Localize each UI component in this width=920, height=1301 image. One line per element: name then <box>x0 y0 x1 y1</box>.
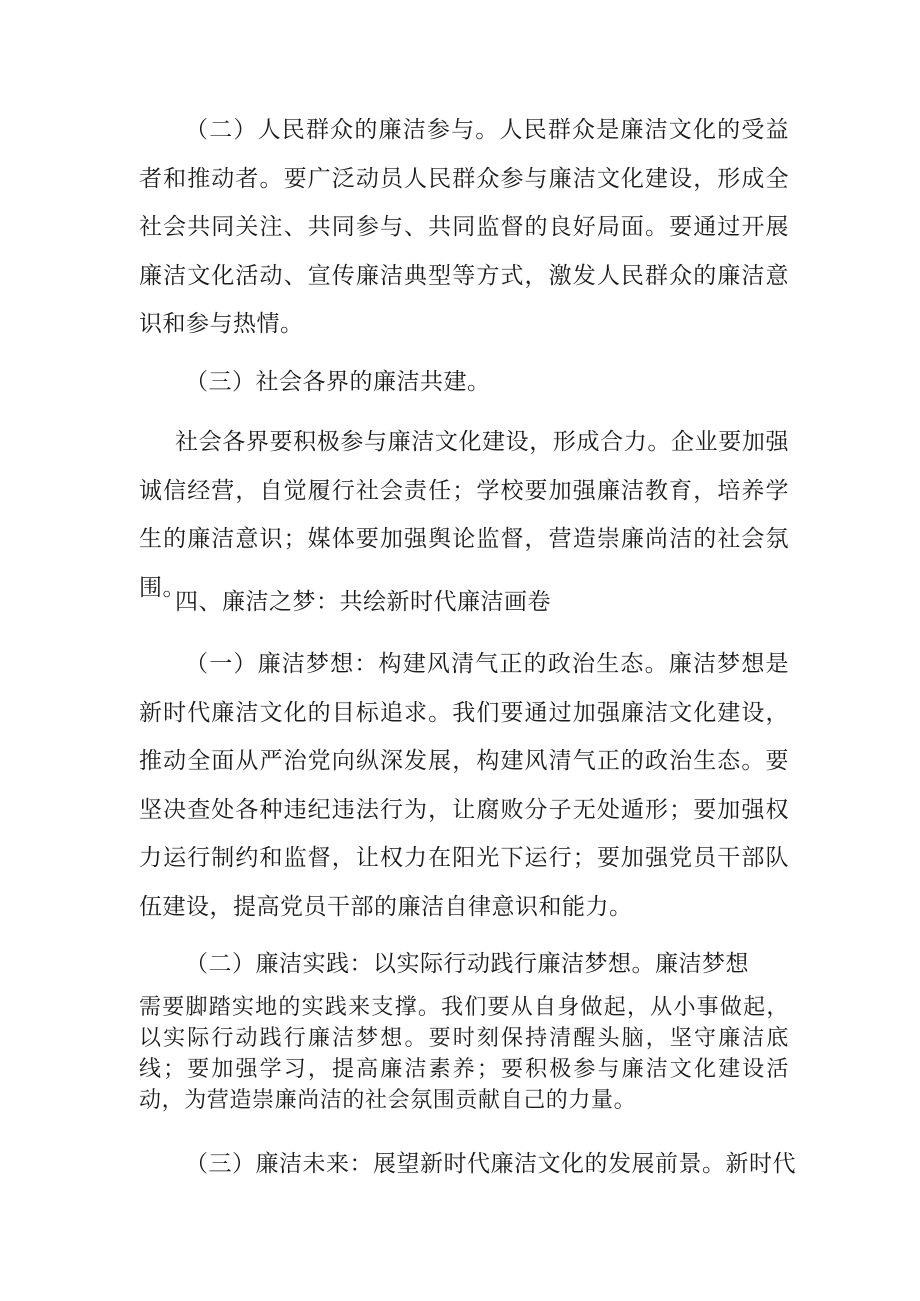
paragraph-integrity-practice: 需要脚踏实地的实践来支撑。我们要从自身做起，从小事做起，以实际行动践行廉洁梦想。要时刻保持清醒头脑，坚守廉洁底线；要加强学习，提高廉洁素养；要积极参与廉洁文化建设活动，为营造崇廉尚洁的社会氛围贡献自己的力量。 <box>139 995 789 1113</box>
heading-integrity-practice: （二）廉洁实践：以实际行动践行廉洁梦想。廉洁梦想 <box>185 951 749 977</box>
heading-integrity-future: （三）廉洁未来：展望新时代廉洁文化的发展前景。新时代 <box>185 1151 796 1177</box>
paragraph-people-participation: （二）人民群众的廉洁参与。人民群众是廉洁文化的受益者和推动者。要广泛动员人民群众参与廉洁文化建设，形成全社会共同关注、共同参与、共同监督的良好局面。要通过开展廉洁文化活动、宣传廉洁典型等方式，激发人民群众的廉洁意识和参与热情。 <box>139 117 789 337</box>
paragraph-social-co-building: 社会各界要积极参与廉洁文化建设，形成合力。企业要加强诚信经营，自觉履行社会责任；学校要加强廉洁教育，培养学生的廉洁意识；媒体要加强舆论监督，营造崇廉尚洁的社会氛围。 <box>139 429 789 601</box>
paragraph-integrity-dream: （一）廉洁梦想：构建风清气正的政治生态。廉洁梦想是新时代廉洁文化的目标追求。我们要通过加强廉洁文化建设，推动全面从严治党向纵深发展，构建风清气正的政治生态。要坚决查处各种违纪违法行为，让腐败分子无处遁形；要加强权力运行制约和监督，让权力在阳光下运行；要加强党员干部队伍建设，提高党员干部的廉洁自律意识和能力。 <box>139 651 789 920</box>
section-heading-integrity-dream: 四、廉洁之梦：共绘新时代廉洁画卷 <box>175 589 551 615</box>
heading-social-co-building: （三）社会各界的廉洁共建。 <box>185 369 491 395</box>
